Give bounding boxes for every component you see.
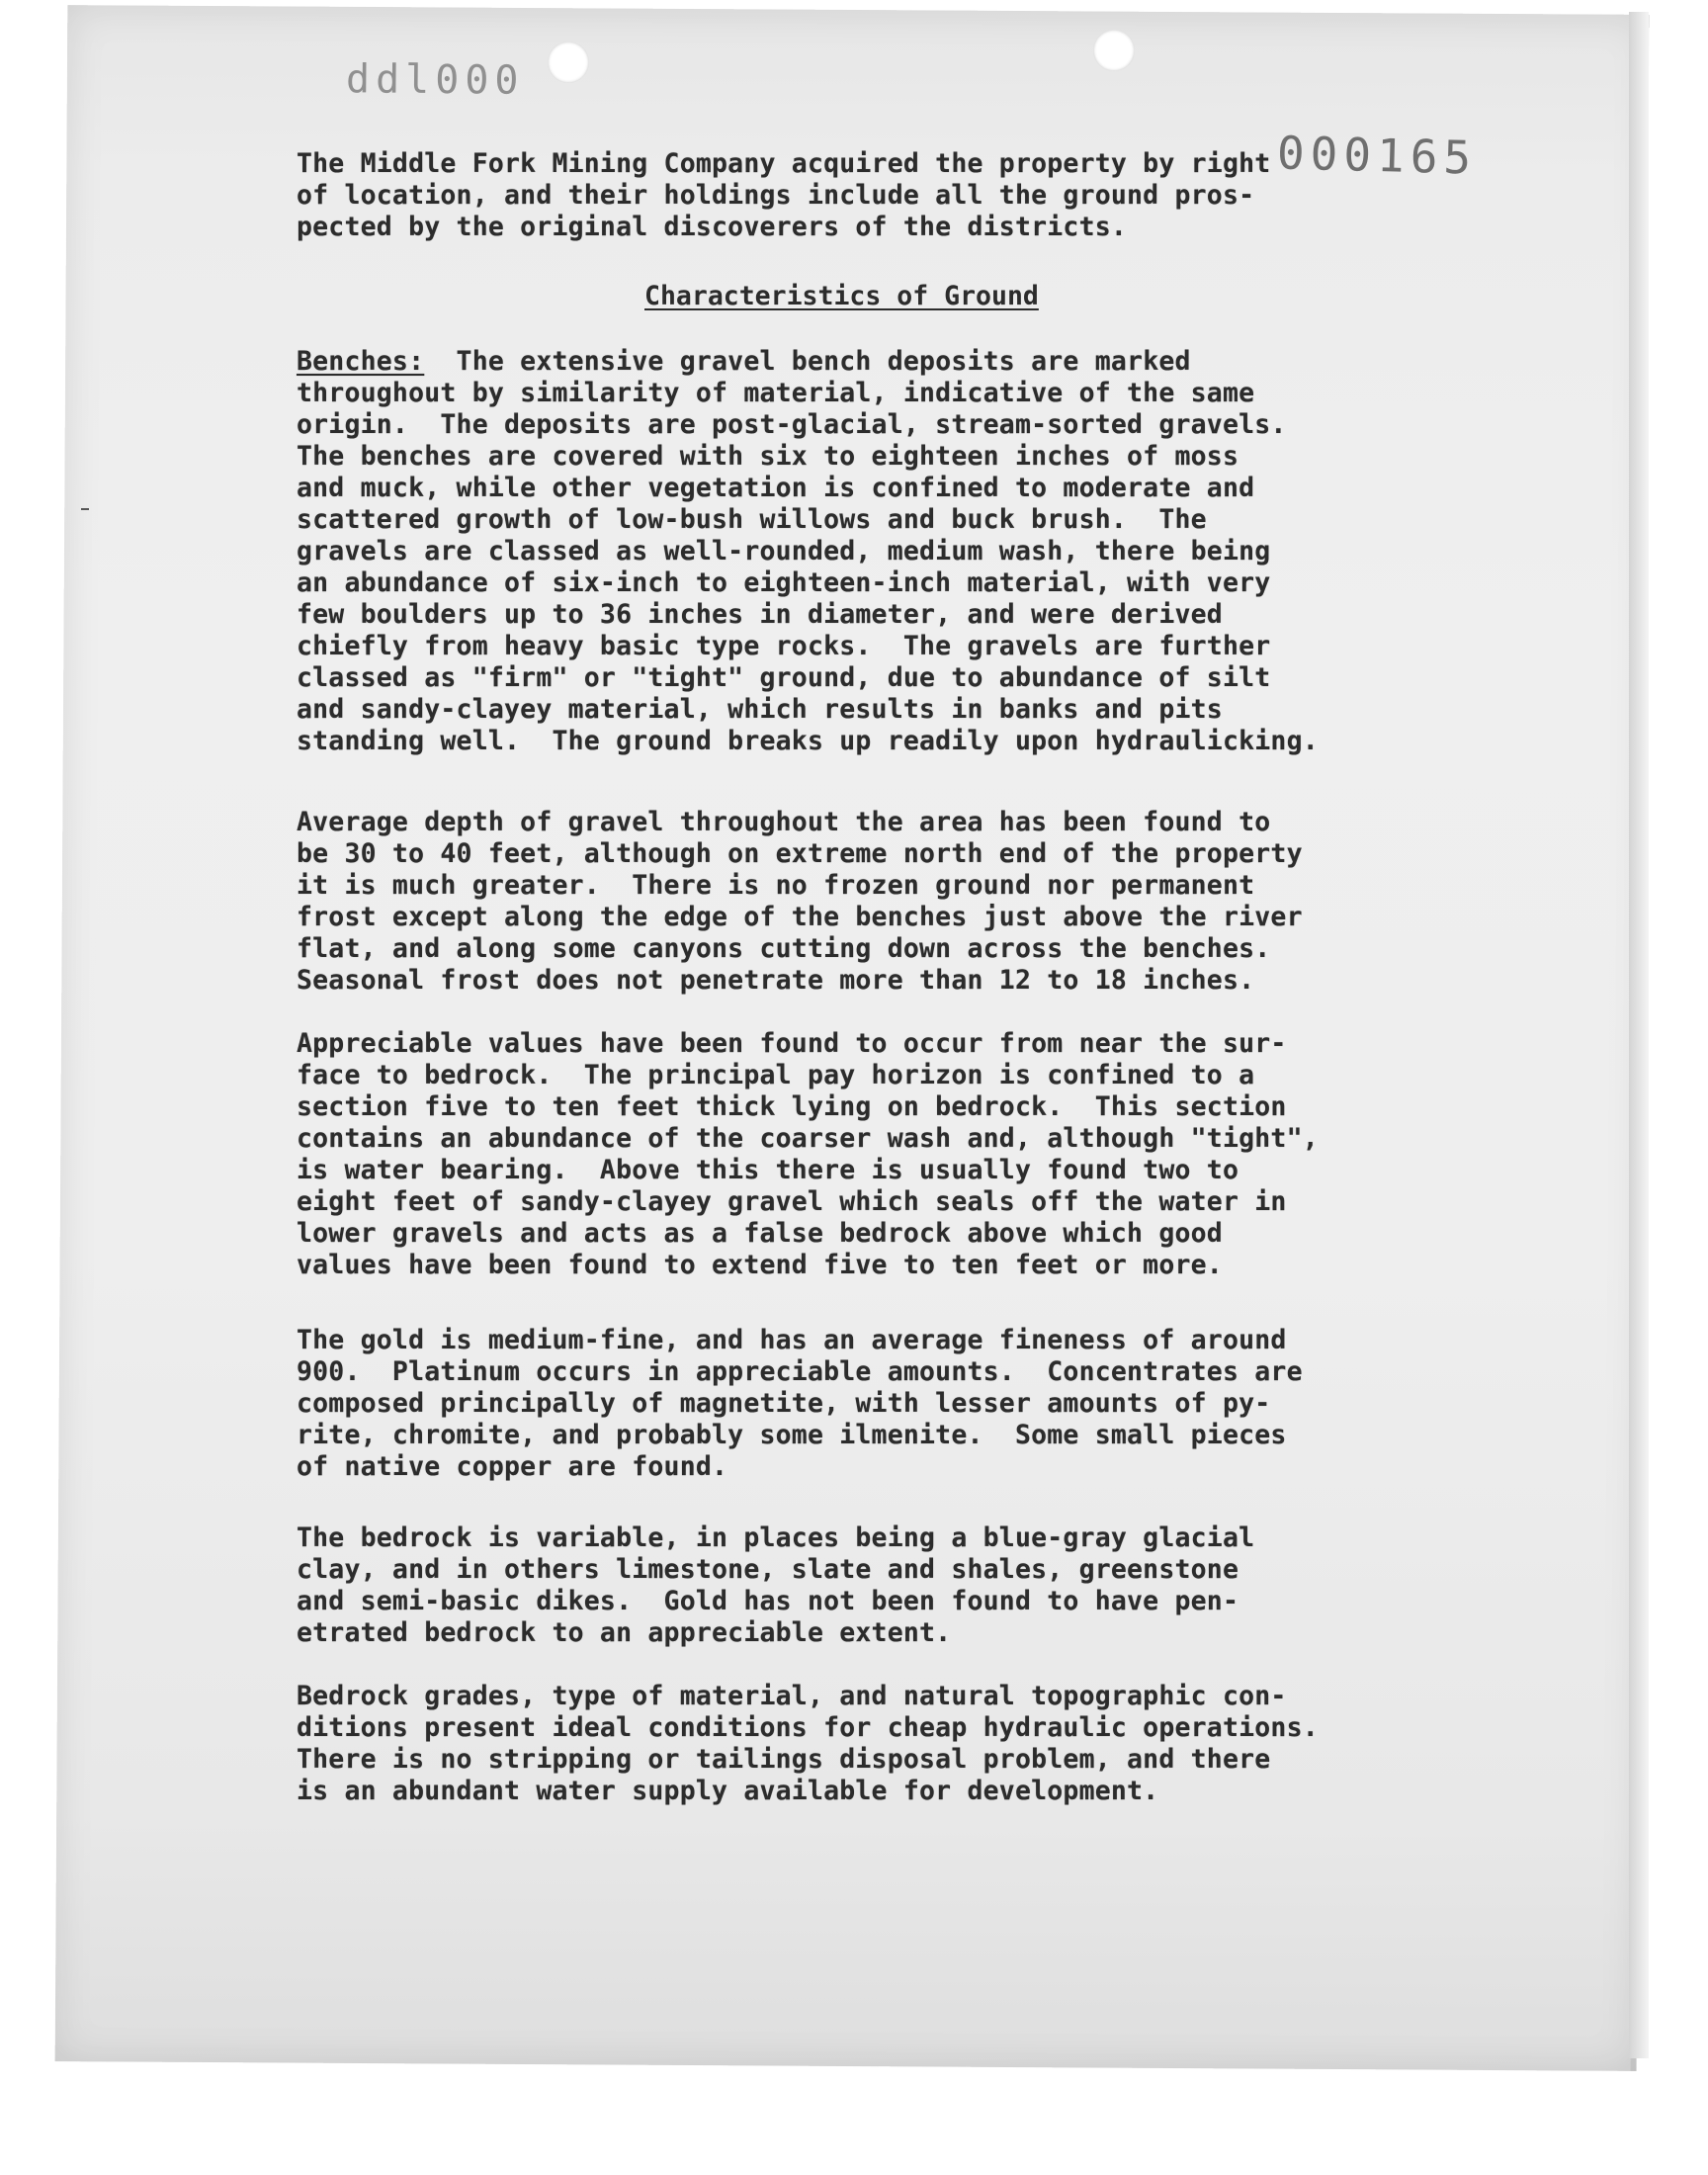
benches-paragraph: [297, 346, 1413, 757]
benches-label: Benches:: [297, 346, 425, 377]
values-paragraph: Appreciable values have been found to occur from near the sur- face to bedrock. The principal pay horizon is confined to a section five to ten feet thick lying on bedrock. This section contains an abundance of the coarser wash and, although "tight", is water bearing. Above this there is usually found two to eight feet of sandy-clayey gravel which seals off the water in lower gravels and acts as a false bedrock above which good values have been found to extend five to ten feet or more.: [297, 1028, 1319, 1280]
page-stamp-top-right: 000165: [1276, 126, 1478, 185]
benches-text: The extensive gravel bench deposits are marked throughout by similarity of material, indicative of the same origin. The deposits are post-glacial, stream-sorted gravels. The benches are covered with six to eighteen inches of moss and muck, while other vegetation is confined to moderate and scattered growth of low-bush willows and buck brush. The gravels are classed as well-rounded, medium wash, there being an abundance of six-inch to eighteen-inch material, with very few boulders up to 36 inches in diameter, and were derived chiefly from heavy basic type rocks. The gravels are further classed as "firm" or "tight" ground, due to abundance of silt and sandy-clayey material, which results in banks and pits standing well. The ground breaks up readily upon hydraulicking.: [297, 346, 1319, 756]
bedrock-paragraph: The bedrock is variable, in places being a blue-gray glacial clay, and in others limestone, slate and shales, greenstone and semi-basic dikes. Gold has not been found to have pen- etrated bedrock to an appreciable extent.: [297, 1522, 1255, 1648]
page-stamp-top-left: ddl000: [345, 56, 525, 104]
grades-paragraph: Bedrock grades, type of material, and natural topographic con- ditions present ideal conditions for cheap hydraulic operations. There is no stripping or tailings disposal problem, and there is an abundant water supply available for development.: [297, 1681, 1319, 1806]
punch-hole-left: [548, 42, 589, 83]
punch-hole-right: [1093, 30, 1135, 71]
depth-paragraph: Average depth of gravel throughout the area has been found to be 30 to 40 feet, although on extreme north end of the property it is much greater. There is no frozen ground nor permanent frost except along the edge of the benches just above the river flat, and along some canyons cutting down across the benches. Seasonal frost does not penetrate more than 12 to 18 inches.: [297, 807, 1303, 996]
gold-paragraph: The gold is medium-fine, and has an average fineness of around 900. Platinum occurs in appreciable amounts. Concentrates are composed principally of magnetite, with lesser amounts of py- rite, chromite, and probably some ilmenite. Some small pieces of native copper are found.: [297, 1325, 1303, 1482]
intro-paragraph: The Middle Fork Mining Company acquired the property by right of location, and their holdings include all the ground pros- pected by the original discoverers of the districts.: [297, 148, 1271, 242]
margin-mark: [81, 508, 89, 510]
paper-edge: [1629, 12, 1649, 2058]
section-heading: Characteristics of Ground: [644, 281, 1039, 311]
